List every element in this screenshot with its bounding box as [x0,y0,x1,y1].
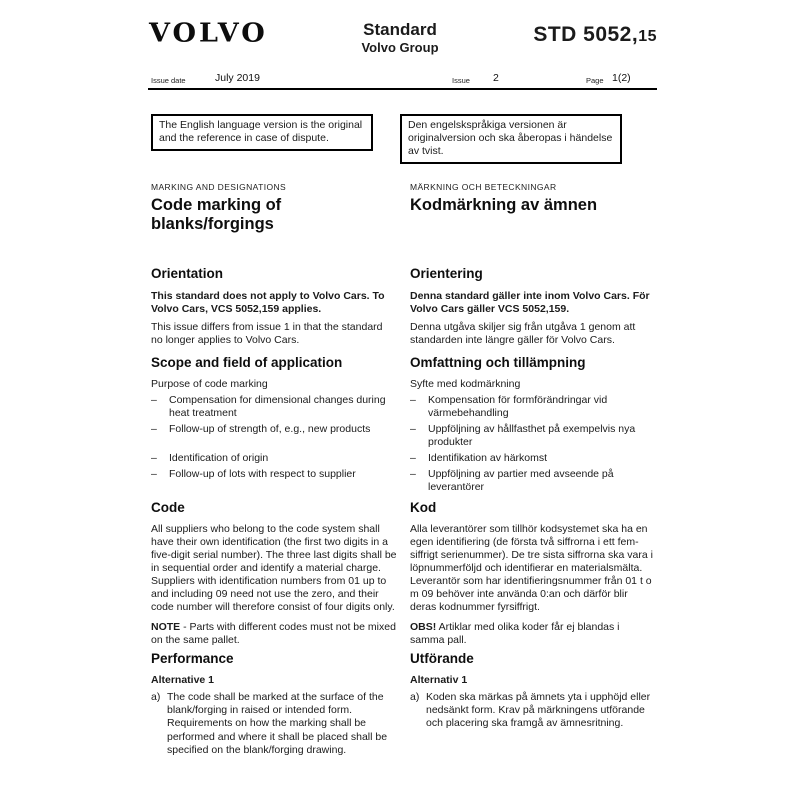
notice-english: The English language version is the original and the reference in case of dispute. [151,114,373,151]
code-body-sv: Alla leverantörer som tillhör kodsystemet ska ha en egen identifiering (de första två siffrorna i ett fem-siffrigt serienummer). De tre sista siffrorna ska vara i löpnummerföljd och identifierar en materialsmälta. Leverantör som har identifieringsnummer från 01 t o m 09 behöver inte använda 0:an och därför blir deras kodnummer fyrsiffrigt. [410,522,653,614]
bullet-dash: – [410,393,416,406]
scope-intro-sv: Syfte med kodmärkning [410,377,521,390]
doc-org: Volvo Group [361,39,439,55]
orientation-p1-sv: Denna standard gäller inte inom Volvo Cars. För Volvo Cars gäller VCS 5052,159. [410,289,650,315]
issue-date-value: July 2019 [215,72,260,84]
scope-bullet2-sv-text: Uppföljning av hållfasthet på exempelvis nya produkter [428,422,636,449]
scope-bullet1-en [151,394,397,420]
heading-performance-sv: Utförande [410,650,474,666]
kicker-sv: MÄRKNING OCH BETECKNINGAR [410,182,557,193]
note-label-en: NOTE [151,620,181,633]
heading-scope-sv: Omfattning och tillämpning [410,355,586,371]
standard-number-suffix: 15 [638,28,657,45]
scope-bullet3-en [151,452,397,465]
scope-bullet4-en [151,468,397,494]
note-label-sv: OBS! [410,620,437,633]
performance-item-sv [410,691,656,757]
document-title-sv: Kodmärkning av ämnen [410,196,598,215]
heading-code-sv: Kod [410,499,437,515]
kicker-en: MARKING AND DESIGNATIONS [151,182,287,193]
scope-bullet4-sv [410,468,656,494]
note-text-en: - Parts with different codes must not be mixed on the same pallet. [151,620,396,646]
heading-scope-en: Scope and field of application [151,355,343,371]
doc-type-block [300,21,500,56]
header-divider [148,88,657,90]
document-title-en: Code marking of blanks/forgings [151,196,282,234]
code-note-sv [410,621,656,647]
scope-bullet3-sv [410,452,656,465]
scope-bullet1-en-text: Compensation for dimensional changes during heat treatment [169,393,386,419]
scope-bullet2-en [151,423,397,449]
bullet-dash: – [410,468,416,481]
code-note-en [151,621,397,647]
item-label-en: a) [151,691,161,704]
orientation-p1-en: This standard does not apply to Volvo Cars. To Volvo Cars, VCS 5052,159 applies. [151,289,385,315]
volvo-logo: VOLVO [149,18,268,49]
scope-bullet2-en-text: Follow-up of strength of, e.g., new products [169,422,371,435]
code-body-en: All suppliers who belong to the code system shall have their own identification (the first two digits in a five-digit serial number). The three last digits shall be in sequential order and identify a material charge. Suppliers with identification numbers from 01 up to and including 09 need not use the zero, and their code number will therefore consist of four digits only. [151,522,397,614]
bullet-dash: – [151,468,157,481]
performance-item-en [151,691,397,757]
doc-type: Standard [363,20,437,39]
page-value: 1(2) [612,72,631,84]
scope-intro-en: Purpose of code marking [151,377,268,390]
item-text-sv: Koden ska märkas på ämnets yta i upphöjd eller nedsänkt form. Krav på märkningens utförande och placering ska framgå av ämnesritning. [426,691,651,730]
page-label: Page [586,76,604,85]
issue-date-label: Issue date [151,76,186,85]
orientation-p2-en: This issue differs from issue 1 in that the standard no longer applies to Volvo Cars. [151,321,383,347]
bullet-dash: – [410,452,416,465]
bullet-dash: – [151,422,157,435]
issue-value: 2 [493,72,499,84]
alternative-sv: Alternativ 1 [410,674,468,687]
scope-bullet4-sv-text: Uppföljning av partier med avseende på leverantörer [428,468,614,494]
scope-bullet3-en-text: Identification of origin [169,452,269,465]
heading-code-en: Code [151,499,185,515]
alternative-en: Alternative 1 [151,674,215,687]
scope-bullet3-sv-text: Identifikation av härkomst [428,452,548,465]
scope-bullet2-sv [410,423,656,449]
standard-number-main: STD 5052, [533,23,639,46]
heading-orientation-en: Orientation [151,265,224,281]
issue-label: Issue [452,76,470,85]
body-columns [151,114,656,757]
bullet-dash: – [151,452,157,465]
note-text-sv: Artiklar med olika koder får ej blandas i samma pall. [410,620,620,646]
scope-bullet4-en-text: Follow-up of lots with respect to supplier [169,468,356,481]
item-text-en: The code shall be marked at the surface of the blank/forging in raised or intended form. Requirements on how the marking shall be performed and where it shall be placed shall be specified on the blank/forging drawing. [167,691,388,756]
standard-number [533,23,657,47]
scope-bullet1-sv [410,394,656,420]
notice-swedish: Den engelskspråkiga versionen är originalversion och ska åberopas i händelse av tvist. [400,114,622,164]
heading-performance-en: Performance [151,650,234,666]
scope-bullet1-sv-text: Kompensation för formförändringar vid värmebehandling [428,393,608,419]
item-label-sv: a) [410,691,420,704]
bullet-dash: – [151,393,157,406]
heading-orientation-sv: Orientering [410,265,483,281]
orientation-p2-sv: Denna utgåva skiljer sig från utgåva 1 genom att standarden inte längre gäller för Volvo Cars. [410,321,636,347]
bullet-dash: – [410,422,416,435]
